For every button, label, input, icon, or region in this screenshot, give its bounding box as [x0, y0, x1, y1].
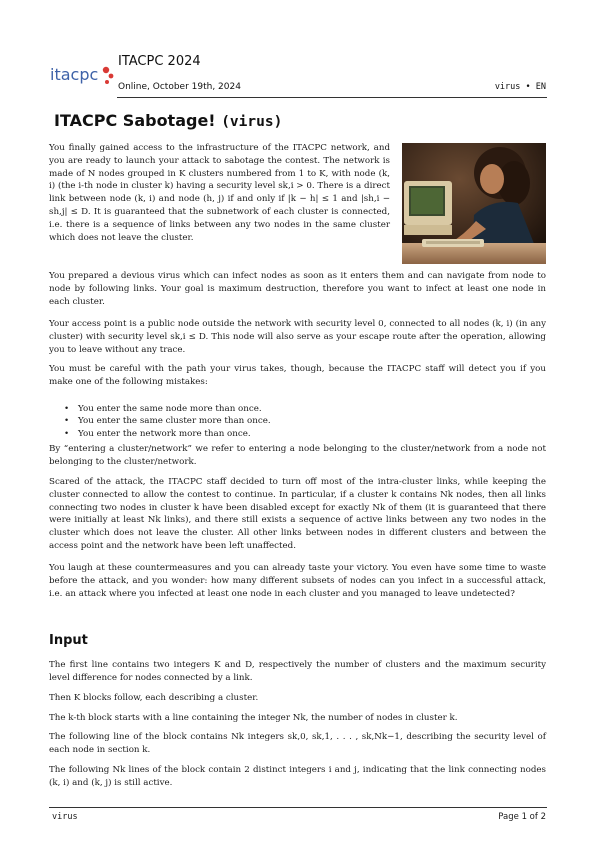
text-line: Scared of the attack, the ITACPC staff decided to turn off most of the intra-cluster links, while keeping — [49, 477, 528, 487]
text-line: the cluster connected to allow the contest to continue. In particular, if a cluster k contains Nk nodes, — [49, 477, 547, 500]
text-line: different clusters and between the access point and the network have been left unaffected. — [49, 528, 546, 551]
list-item: • You enter the network more than once. — [64, 428, 271, 440]
text-line: each node in section k. — [49, 744, 151, 755]
text-line: sk,i > 0. There is a direct link between node (k, i) and node (h, j) if — [49, 181, 390, 205]
text-line: Your access point is a public node outside the network with security level 0, connected to all nodes (k, i) — [49, 319, 513, 329]
text-line: node to node by following links. Your goal is maximum destruction, therefore you want to infect at least — [49, 271, 546, 294]
text-line: if you make one of the following mistakes: — [49, 364, 546, 387]
footer-divider — [49, 807, 547, 808]
input-blocks-paragraph — [49, 692, 546, 705]
itacpc-logo — [50, 61, 114, 89]
contest-title: ITACPC 2024 — [118, 54, 201, 69]
question-paragraph — [49, 562, 546, 600]
virus-paragraph — [49, 270, 546, 308]
list-item: • You enter the same node more than once. — [64, 403, 271, 415]
contest-date: Online, October 19th, 2024 — [118, 82, 241, 92]
text-line: to waste before the attack, and you wonder: how many different subsets of nodes can you infect in a — [49, 563, 546, 586]
text-line: You must be careful with the path your virus takes, though, because the ITACPC staff will detect you — [49, 364, 517, 374]
text-line: between any two nodes in the cluster which does not leave the cluster. All other links between nodes in — [49, 515, 546, 539]
mistakes-list — [64, 403, 271, 440]
text-line: K, with node (k, i) (the i-th node in cluster k) having a security level — [49, 168, 390, 192]
text-line: security level difference for nodes connected by a link. — [49, 660, 546, 683]
footer-problem-code: virus — [52, 812, 78, 822]
text-line: (in any cluster) with security level sk,i ≤ D. This node will also serve as your escape route after the — [49, 319, 546, 342]
page-number: Page 1 of 2 — [498, 812, 546, 822]
input-block-start-paragraph — [49, 712, 546, 725]
logo-text: itacpc — [50, 65, 99, 84]
text-line: nodes (k, i) and (k, j) is still active. — [49, 765, 546, 788]
text-line: The following line of the block contains Nk integers sk,0, sk,1, . . . , sk,Nk−1, describing the security level of — [49, 732, 546, 742]
text-line: You laugh at these countermeasures and you can already taste your victory. You even have some time — [49, 563, 506, 573]
problem-code: (virus) — [221, 114, 283, 130]
careful-paragraph — [49, 363, 546, 389]
entering-definition-paragraph — [49, 443, 546, 469]
countermeasures-paragraph — [49, 476, 546, 553]
text-line: The following Nk lines of the block contain 2 distinct integers i and j, indicating that the link connecting — [49, 765, 517, 775]
text-line: Then K blocks follow, each describing a cluster. — [49, 693, 259, 703]
text-line: operation, allowing you to leave without any trace. — [49, 331, 546, 355]
input-line-1-paragraph — [49, 659, 546, 685]
text-line: The first line contains two integers K and D, respectively the number of clusters and the maximum — [49, 660, 507, 670]
woman-at-retro-computer-photo — [402, 143, 546, 264]
text-line: You prepared a devious virus which can infect nodes as soon as it enters them and can navigate from — [49, 271, 509, 281]
intro-paragraph — [49, 142, 390, 244]
input-section-heading: Input — [49, 633, 88, 648]
text-line: and you are ready to launch your attack to sabotage the contest. The — [49, 143, 391, 166]
text-line: cluster. — [161, 232, 194, 243]
text-line: You finally gained access to the infrastructure of the ITACPC network, — [49, 143, 370, 153]
text-line: to leave undetected? — [423, 588, 515, 599]
text-line: between any two nodes in the same cluster which does not leave the — [49, 219, 390, 243]
text-line: successful attack, i.e. an attack where you infected at least one node in each cluster and you managed — [49, 575, 546, 599]
text-line: then all links connecting two nodes in cluster k have been disabled except for exactly Nk of them (it is — [49, 489, 546, 513]
header-divider — [117, 97, 547, 98]
text-line: guaranteed that there were initially at least Nk links), and there still exists a sequence of active links — [49, 502, 546, 526]
access-point-paragraph — [49, 318, 546, 356]
input-security-levels-paragraph — [49, 731, 546, 757]
problem-name: ITACPC Sabotage! — [54, 111, 216, 130]
input-links-paragraph — [49, 764, 546, 790]
problem-code-lang: virus • EN — [494, 82, 546, 92]
text-line: one node in each cluster. — [49, 283, 546, 307]
text-line: subnetwork of each cluster is connected, i.e. there is a sequence of links — [49, 206, 390, 230]
list-item: • You enter the same cluster more than once. — [64, 415, 271, 427]
page-header — [0, 0, 595, 100]
text-line: and only if |k − h| ≤ 1 and |sh,i − sh,j| ≤ D. It is guaranteed that the — [49, 194, 391, 217]
text-line: network is made of N nodes grouped in K clusters numbered from 1 to — [49, 155, 391, 179]
text-line: node not belonging to the cluster/network. — [49, 444, 546, 467]
problem-title — [54, 111, 282, 130]
text-line: The k-th block starts with a line containing the integer Nk, the number of nodes in cluster k. — [49, 713, 458, 723]
text-line: By “entering a cluster/network” we refer to entering a node belonging to the cluster/network from a — [49, 444, 504, 454]
